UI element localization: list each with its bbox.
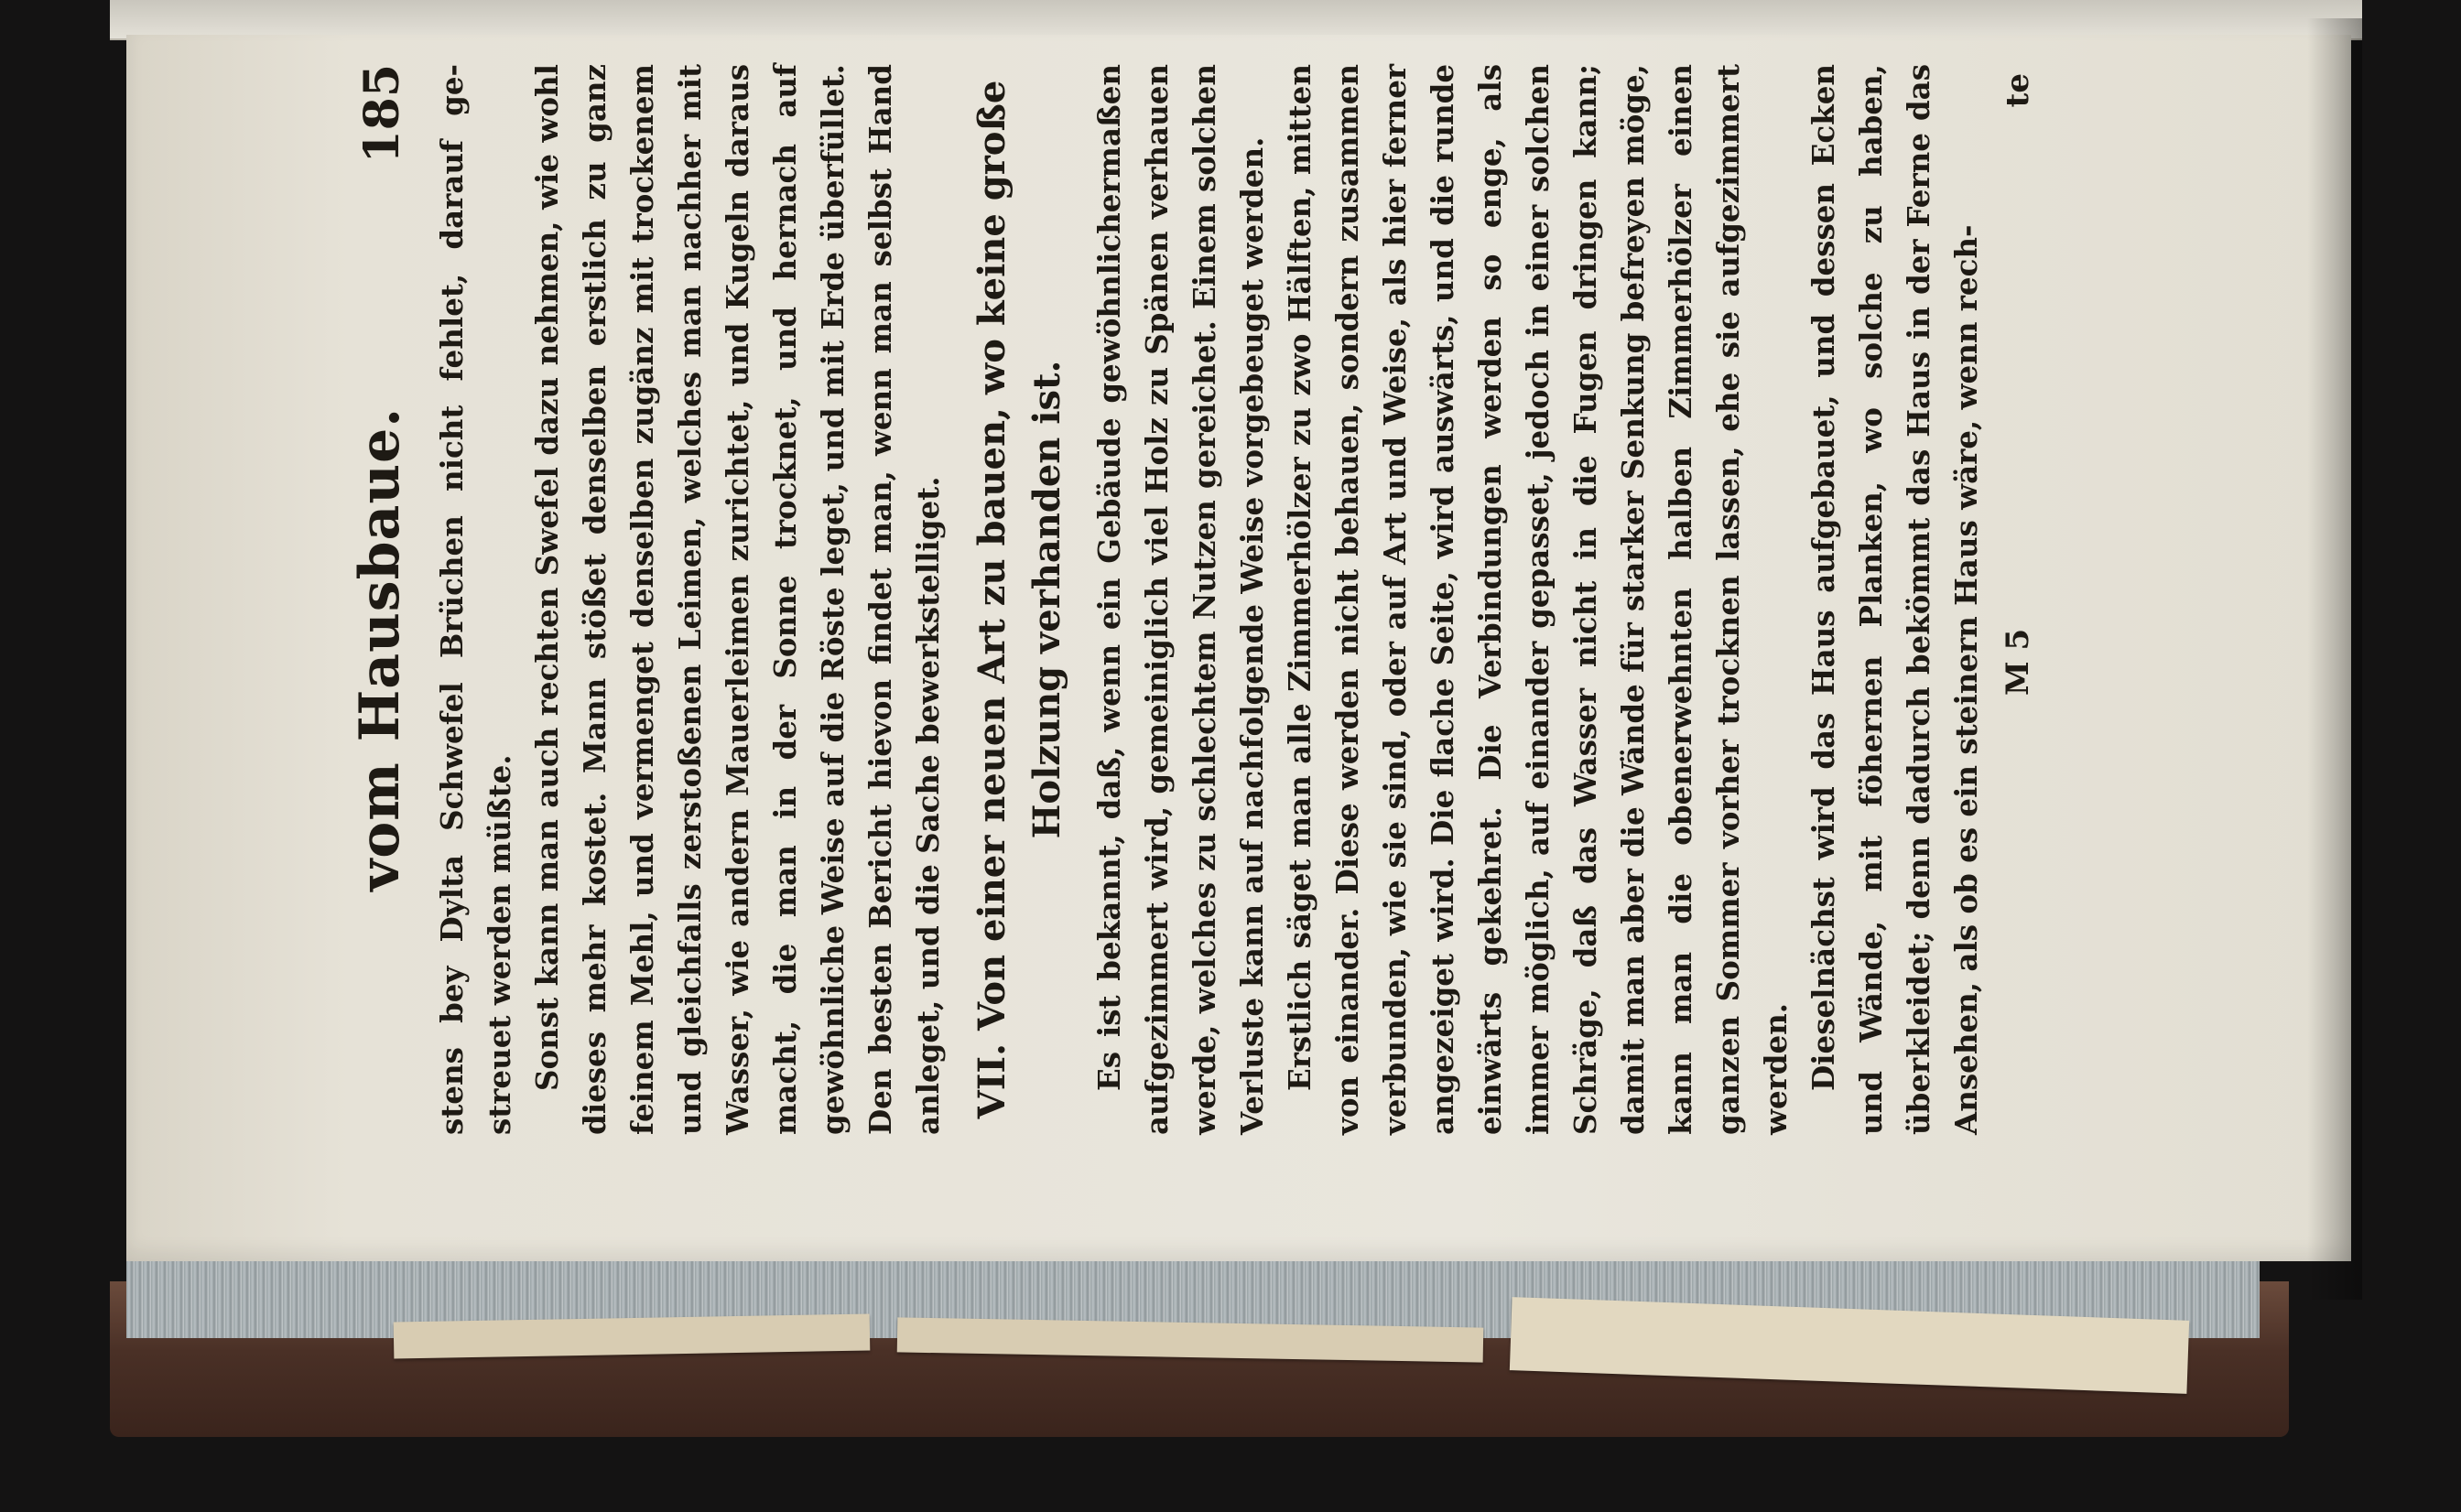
page-text-content [348,64,2206,1135]
section-title: VII. Von einer neuen Art zu bauen, wo keine große Holzung verhanden ist. [970,80,1068,1119]
paragraph: stens bey Dylta Schwefel Brüchen nicht fehlet, darauf ge-streuet werden müßte. [434,64,517,1135]
catchword: te [2000,73,2036,108]
signature-mark: M 5 [2000,628,2036,696]
page-header [348,64,412,1135]
paragraph: Es ist bekannt, daß, wenn ein Gebäude gewöhnlichermaßen aufgezimmert wird, gemeiniglich viel Holz zu Spänen verhauen werde, welches zu schlechtem Nutzen gereichet. Einem solchen Verluste kann auf nachfolgende Weise vorgebeuget werden. [1091,64,1270,1135]
paragraph: Erstlich säget man alle Zimmerhölzer zu zwo Hälften, mitten von einander. Diese werden nicht behauen, sondern zusammen verbunden, wie sie sind, oder auf Art und Weise, als hier ferner angezeiget wird. Die flache Seite, wird auswärts, und die runde einwärts gekehret. Die Verbindungen werden so enge, als immer möglich, auf einander gepasset, jedoch in einer solchen Schräge, daß das Wasser nicht in die Fugen dringen kann; damit man aber die Wände für starker Senkung befreyen möge, kann man die obenerwehnten halben Zimmerhölzer einen ganzen Sommer vorher trocknen lassen, ehe sie aufgezimmert werden. [1282,64,1794,1135]
gutter-shadow [2307,18,2362,1300]
page-footer [2000,64,2036,1135]
paragraph: Dieselnächst wird das Haus aufgebauet, und dessen Ecken und Wände, mit föhernen Planken, wo solche zu haben, überkleidet; denn dadurch bekömmt das Haus in der Ferne das Ansehen, als ob es ein steinern Haus wäre, wenn rech- [1805,64,1984,1135]
running-head: vom Hausbaue. [348,406,412,891]
paragraph: Sonst kann man auch rechten Swefel dazu nehmen, wie wohl dieses mehr kostet. Mann stößet denselben erstlich zu ganz feinem Mehl, und vermenget denselben zugänz mit trockenem und gleichfalls zerstoßenen Leimen, welches man nachher mit Wasser, wie andern Mauerleimen zurichtet, und Kugeln daraus macht, die man in der Sonne trocknet, und hernach auf gewöhnliche Weise auf die Röste leget, und mit Erde überfüllet. Den besten Bericht hievon findet man, wenn man selbst Hand anleget, und die Sache bewerkstelliget. [529,64,946,1135]
page-number: 185 [354,64,410,164]
page-text-rotated [348,64,2206,1135]
